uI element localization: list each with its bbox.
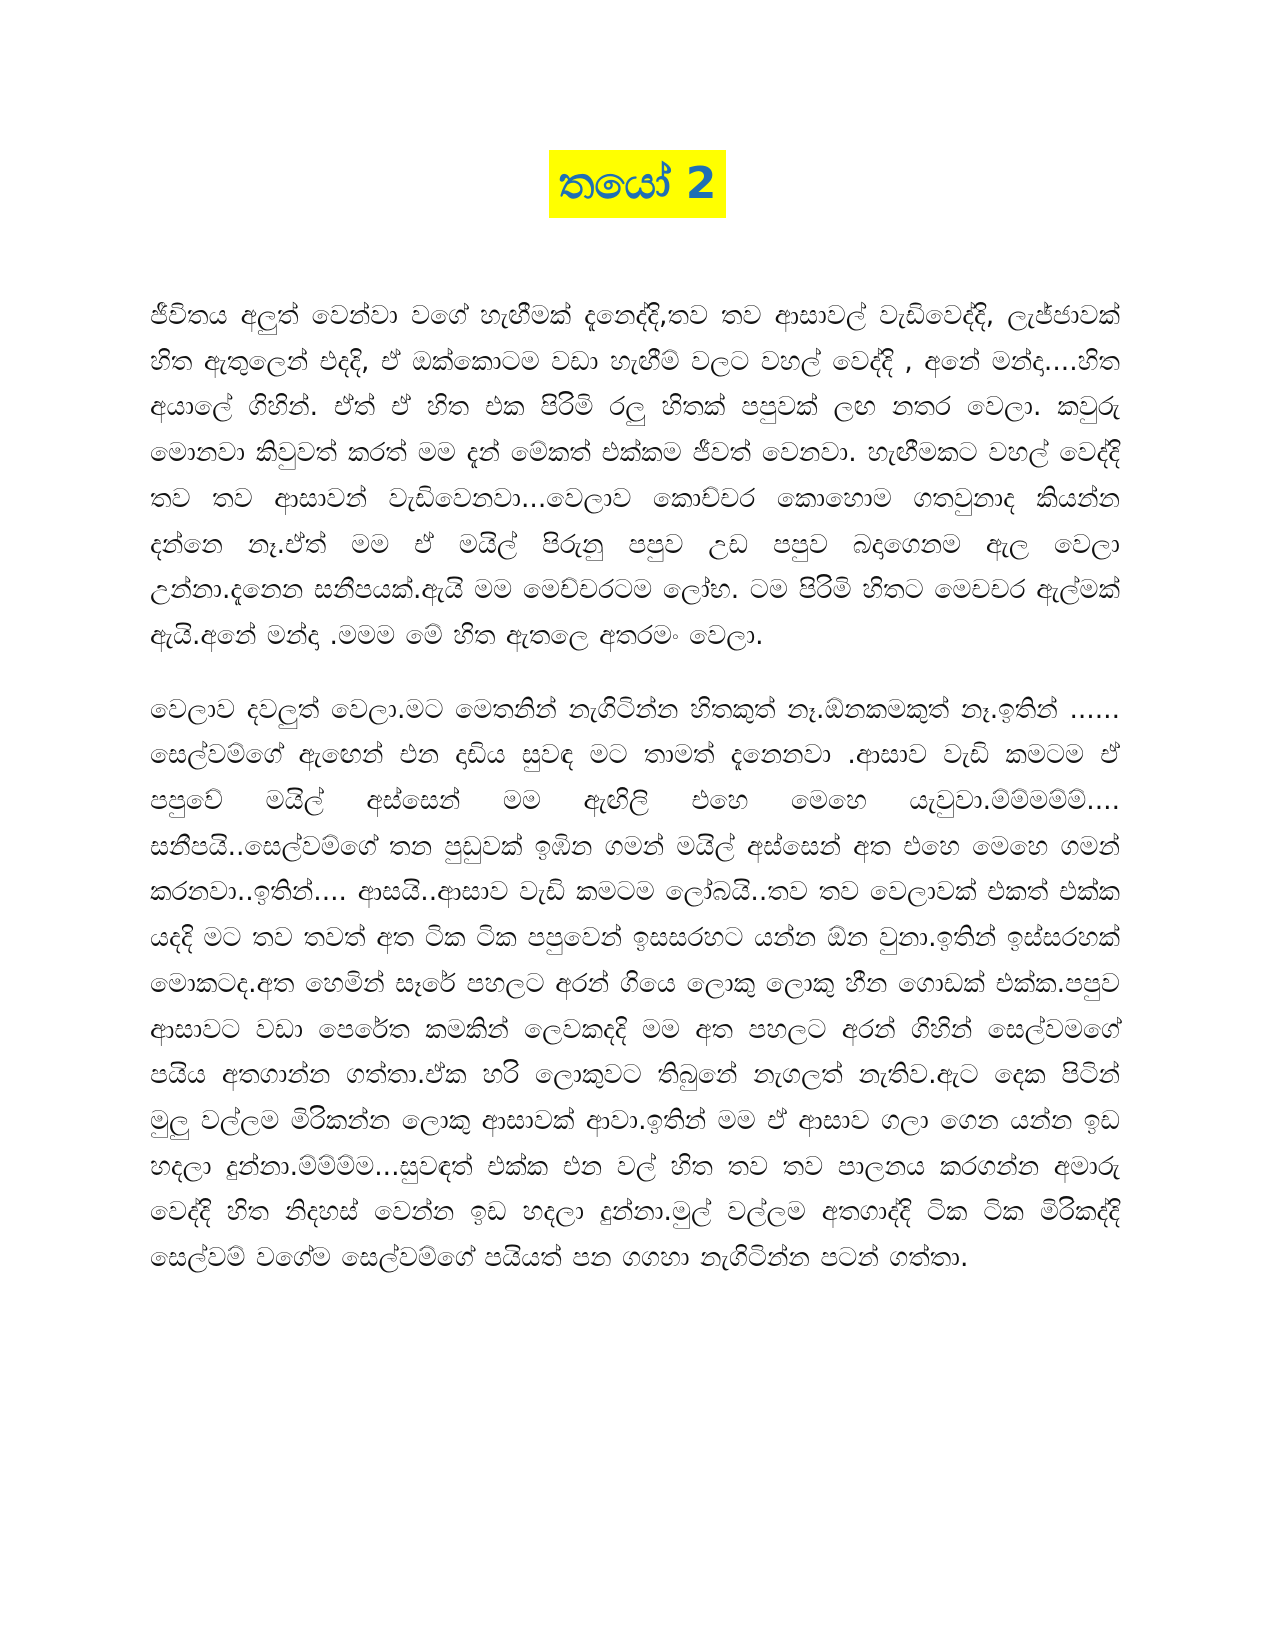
chapter-title: තයෝ 2 [549, 150, 727, 218]
title-wrapper [0, 150, 1275, 218]
paragraph-2: වෙලාව දවලුත් වෙලා.මට මෙතනින් නැගිටින්න හිතකුත් නෑ.ඕනකමකුත් නෑ.ඉතින් ...... සෙල්වම්ගේ ඇඟෙන් එන දාඩිය සුවඳ මට තාමත් දැනෙනවා .ආසාව වැඩි කමටම ඒ පපුවේ මයිල් අස්සෙන් මම ඇඟිලි එහෙ මෙහෙ යැවුවා.ම්ම්මම්ම්.... සනීපයි..සෙල්වම්ගේ තන පුඩුවක් ඉඹින ගමන් මයිල් අස්සෙන් අත එහෙ මෙහෙ ගමන් කරනවා..ඉතින්.... ආසයි..ආසාව වැඩි කමටම ලෝබයි..තව තව වෙලාවක් එකත් එක්ක යදදි මට තව තවත් අත ටික ටික පපුවෙන් ඉසසරහට යන්න ඕන වුනා.ඉතින් ඉස්සරහක් මොකටද.අත හෙමින් සෑරේ පහලට අරන් ගියෙ ලොකු ලොකු හීන ගොඩක් එක්ක.පපුව ආසාවට වඩා පෙරේත කමකින් ලෙවකදදි මම අත පහලට අරන් ගිහින් සෙල්වමගේ පයිය අතගාන්න ගත්තා.ඒක හරි ලොකුවට තිබුනේ නැගලත් නැතිව.ඇට දෙක පිටින් මුලු වල්ලම මිරිකන්න ලොකු ආසාවක් ආවා.ඉතින් මම ඒ ආසාව ගලා ගෙන යන්න ඉඩ හදලා දුන්නා.ම්ම්ම්ම...සුවඳත් එක්ක එන වල් හිත තව තව පාලනය කරගන්න අමාරු වෙද්දි හිත නිදහස් වෙන්න ඉඩ හදලා දුන්නා.මුල් වල්ලම අතගාද්දි ටික ටික මිරිකද්දි සෙල්වම් වගේම සෙල්වම්ගේ පයියත් පන ගගහා නැගිටින්න පටන් ගත්තා. [150, 693, 1120, 1274]
body-text [150, 293, 1120, 1309]
paragraph-1: ජීවිතය අලුත් වෙන්වා වගේ හැඟීමක් දැනෙද්දි,තව තව ආසාවල් වැඩිවෙද්දි, ලැජ්ජාවක් හිත ඇතුලෙන් එදදි, ඒ ඔක්කොටම වඩා හැඟීම් වලට වහල් වෙද්දි , අනේ මන්දා....හිත අයාලේ ගිහින්. ඒත් ඒ හිත එක පිරිමි රලු හිතක් පපුවක් ලඟ නතර වෙලා. කවුරු මොනවා කිවුවත් කරත් මම දැන් මේකත් එක්කම ජීවත් වෙනවා. හැඟීමකට වහල් වෙද්දි තව තව ආසාවන් වැඩිවෙනවා...වෙලාව කොච්චර කොහොම ගතවුනාද කියන්න දන්නෙ නෑ.ඒත් මම ඒ මයිල් පිරුනු පපුව උඩ පපුව බදාගෙනම ඇල වෙලා උන්නා.දැනෙන සනීපයක්.ඇයි මම මෙච්චරටම ලෝභ. ටම පිරිමි හිතට මෙචචර ඇල්මක් ඇයි.අනේ මන්දා .මමම මේ හිත ඇතලෙ අතරමං වෙලා. [150, 300, 1120, 651]
